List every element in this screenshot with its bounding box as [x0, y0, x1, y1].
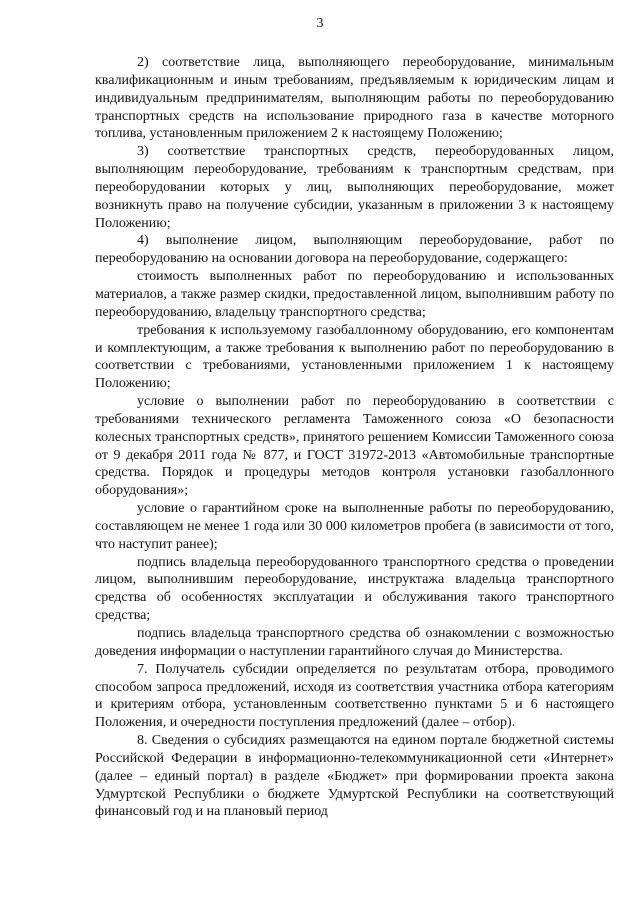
- paragraph-section-7: 7. Получатель субсидии определяется по результатам отбора, проводимого способом запроса предложений, исходя из соответствия участника отбора категориям и критериям отбора, установленным соответственно пунктами 5 и 6 настоящего Положения, и очередности поступления предложений (далее – отбор).: [95, 661, 614, 731]
- contract-clause-notification: подпись владельца транспортного средства об ознакомлении с возможностью доведения информации о наступлении гарантийного случая до Министерства.: [95, 626, 614, 659]
- contract-clause-warranty: условие о гарантийном сроке на выполненные работы по переоборудованию, составляющем не менее 1 года или 30 000 километров пробега (в зависимости от того, что наступит ранее);: [95, 501, 614, 552]
- paragraph-item-3: 3) соответствие транспортных средств, переоборудованных лицом, выполняющим переоборудование, требованиям к транспортным средствам, при переоборудовании которых у лиц, выполняющих переоборудование, может возникнуть право на получение субсидии, указанным в приложении 3 к настоящему Положению;: [95, 144, 614, 231]
- paragraph-item-4: 4) выполнение лицом, выполняющим переоборудование, работ по переоборудованию на основании договора на переоборудование, содержащего:: [95, 233, 614, 267]
- contract-clause-regulation: условие о выполнении работ по переоборудованию в соответствии с требованиями технического регламента Таможенного союза «О безопасности колесных транспортных средств», принятого решением Комиссии Таможенного союза от 9 декабря 2011 года № 877, и ГОСТ 31972-2013 «Автомобильные транспортные средства. Порядок и процедуры методов контроля установки газобаллонного оборудования»;: [95, 394, 614, 499]
- paragraph-item-2: 2) соответствие лица, выполняющего переоборудование, минимальным квалификационным и иным требованиям, предъявляемым к юридическим лицам и индивидуальным предпринимателям, выполняющим работы по переоборудованию транспортных средств на использование природного газа в качестве моторного топлива, установленным приложением 2 к настоящему Положению;: [95, 55, 614, 142]
- contract-clause-cost: стоимость выполненных работ по переоборудованию и использованных материалов, а также размер скидки, предоставленной лицом, выполнившим работу по переоборудованию, владельцу транспортного средства;: [95, 269, 614, 320]
- contract-clause-equipment: требования к используемому газобаллонному оборудованию, его компонентам и комплектующим, а также требования к выполнению работ по переоборудованию в соответствии с требованиями, установленными приложением 1 к настоящему Положению;: [95, 322, 614, 392]
- paragraph-section-8: 8. Сведения о субсидиях размещаются на едином портале бюджетной системы Российской Федерации в информационно-телекоммуникационной сети «Интернет» (далее – единый портал) в разделе «Бюджет» при формировании проекта закона Удмуртской Республики о бюджете Удмуртской Республики на соответствующий финансовый год и на плановый период: [95, 733, 614, 820]
- contract-clause-briefing: подпись владельца переоборудованного транспортного средства о проведении лицом, выполнившим переоборудование, инструктажа владельца транспортного средства об особенностях эксплуатации и обслуживания такого транспортного средства;: [95, 554, 614, 624]
- document-body: [95, 54, 614, 821]
- page-number: 3: [316, 16, 324, 31]
